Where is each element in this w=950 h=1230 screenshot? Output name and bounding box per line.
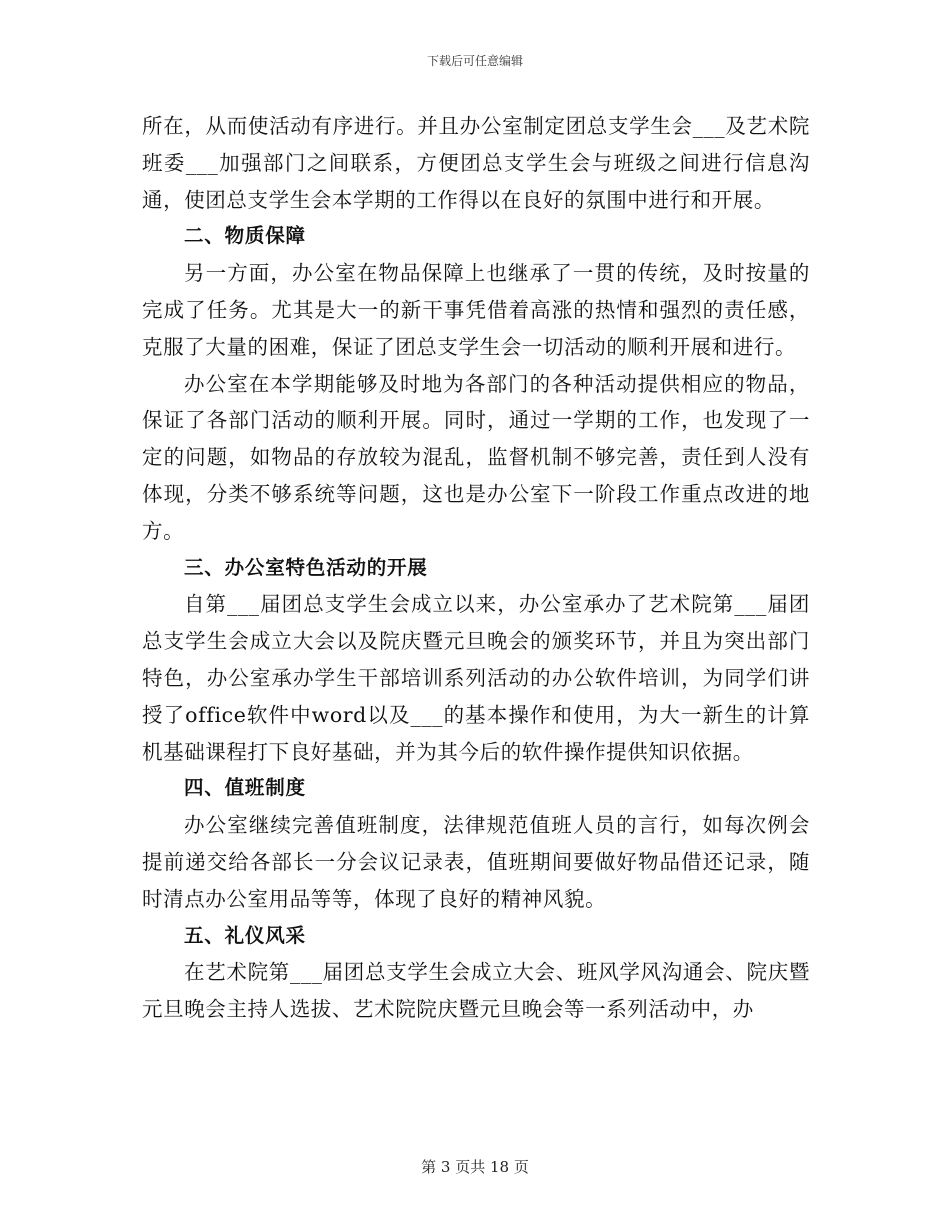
section-heading-etiquette: 五、礼仪风采 xyxy=(184,923,306,947)
page-header: 下载后可任意编辑 xyxy=(426,54,523,68)
paragraph-material-1: 另一方面，办公室在物品保障上也继承了一贯的传统，及时按量的完成了任务。尤其是大一的新干事凭借着高涨的热情和强烈的责任感，克服了大量的困难，保证了团总支学生会一切活动的顺利开展和进行。 xyxy=(142,261,810,359)
page-number-footer: 第 3 页共 18 页 xyxy=(421,1158,529,1176)
section-heading-activities: 三、办公室特色活动的开展 xyxy=(184,555,428,579)
paragraph-activities: 自第___届团总支学生会成立以来，办公室承办了艺术院第___届团总支学生会成立大会以及院庆暨元旦晚会的颁奖环节，并且为突出部门特色，办公室承办学生干部培训系列活动的办公软件培训，为同学们讲授了office软件中word以及___的基本操作和使用，为大一新生的计算机基础课程打下良好基础，并为其今后的软件操作提供知识依据。 xyxy=(142,592,810,764)
section-heading-duty: 四、值班制度 xyxy=(184,776,306,800)
document-body xyxy=(142,108,810,1028)
paragraph-duty: 办公室继续完善值班制度，法律规范值班人员的言行，如每次例会提前递交给各部长一分会议记录表，值班期间要做好物品借还记录，随时清点办公室用品等等，体现了良好的精神风貌。 xyxy=(142,813,810,911)
paragraph-intro: 所在，从而使活动有序进行。并且办公室制定团总支学生会___及艺术院班委___加强部门之间联系，方便团总支学生会与班级之间进行信息沟通，使团总支学生会本学期的工作得以在良好的氛围中进行和开展。 xyxy=(142,114,810,212)
paragraph-material-2: 办公室在本学期能够及时地为各部门的各种活动提供相应的物品，保证了各部门活动的顺利开展。同时，通过一学期的工作，也发现了一定的问题，如物品的存放较为混乱，监督机制不够完善，责任到人没有体现，分类不够系统等问题，这也是办公室下一阶段工作重点改进的地方。 xyxy=(142,371,810,543)
paragraph-etiquette: 在艺术院第___届团总支学生会成立大会、班风学风沟通会、院庆暨元旦晚会主持人选拔、艺术院院庆暨元旦晚会等一系列活动中，办 xyxy=(142,960,810,1022)
section-heading-material: 二、物质保障 xyxy=(184,224,306,248)
